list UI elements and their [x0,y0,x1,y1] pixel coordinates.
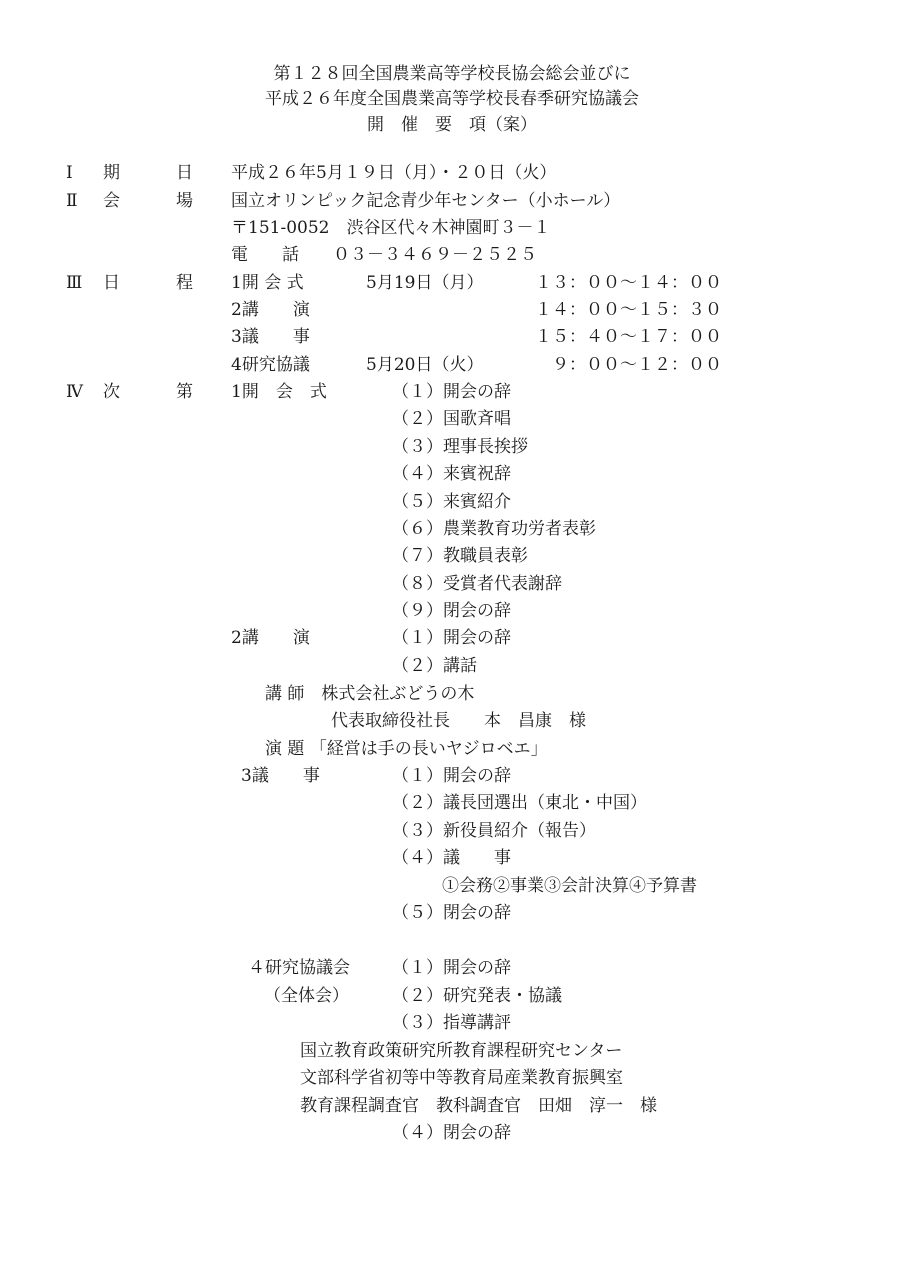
opening-ceremony-heading: 1開 会 式 [231,382,327,402]
instructor-org-1: 国立教育政策研究所教育課程研究センター [300,1041,623,1061]
section-4-label-b: 第 [176,382,193,402]
instructor-org-2: 文部科学省初等中等教育局産業教育振興室 [300,1068,623,1088]
schedule-item: 2講 演 [231,300,310,320]
list-item: （１）開会の辞 [392,382,511,402]
list-item: （１）開会の辞 [392,958,511,978]
list-item: （４）来賓祝辞 [392,464,511,484]
schedule-time: １５：４０～１７：００ [535,327,722,347]
lecturer-line: 講 師 株式会社ぶどうの木 [265,684,475,704]
title-line-1: 第１２８回全国農業高等学校長協会総会並びに [273,64,631,84]
list-item: （１）開会の辞 [392,766,511,786]
section-3-numeral: Ⅲ [66,273,83,293]
list-item: （２）講話 [392,656,477,676]
list-item: （７）教職員表彰 [392,546,528,566]
proceedings-heading: 3議 事 [241,766,320,786]
section-3-label-b: 程 [176,273,193,293]
list-item: （８）受賞者代表謝辞 [392,574,562,594]
list-item: （２）国歌斉唱 [392,409,511,429]
list-item: （６）農業教育功労者表彰 [392,519,596,539]
list-item: （５）来賓紹介 [392,492,511,512]
schedule-date: 5月19日（月） [366,273,484,293]
section-1-label-b: 日 [176,163,193,183]
list-item: （４）議 事 [392,848,511,868]
meeting-dates: 平成２６年5月１９日（月）・２０日（火） [231,163,557,183]
section-3-label-a: 日 [103,273,120,293]
section-2-label-a: 会 [103,191,120,211]
list-item: （３）指導講評 [392,1013,511,1033]
lecturer-name: 代表取締役社長 本 昌康 様 [331,711,586,731]
list-item: （３）理事長挨拶 [392,437,528,457]
research-subheading: （全体会） [264,986,349,1006]
proceedings-agenda: ①会務②事業③会計決算④予算書 [442,876,697,896]
lecture-heading: 2講 演 [231,628,310,648]
lecture-topic: 演 題 「経営は手の長いヤジロベエ」 [265,739,548,759]
instructor-name: 教育課程調査官 教科調査官 田畑 淳一 様 [300,1096,657,1116]
schedule-item: 4研究協議 [231,355,310,375]
list-item: （４）閉会の辞 [392,1123,511,1143]
venue-address: 〒151-0052 渋谷区代々木神園町３－１ [231,218,551,238]
research-heading: ４研究協議会 [248,958,350,978]
section-1-label-a: 期 [103,163,120,183]
section-2-numeral: Ⅱ [66,191,78,211]
schedule-item: 1開 会 式 [231,273,304,293]
schedule-item: 3議 事 [231,327,310,347]
section-4-numeral: Ⅳ [66,382,83,402]
venue-name: 国立オリンピック記念青少年センター（小ホール） [231,191,621,211]
section-1-numeral: Ⅰ [66,163,73,183]
schedule-time: ９：００～１２：００ [552,355,722,375]
list-item: （３）新役員紹介（報告） [392,821,596,841]
title-line-3: 開 催 要 項（案） [367,115,537,135]
list-item: （５）閉会の辞 [392,903,511,923]
section-2-label-b: 場 [176,191,193,211]
section-4-label-a: 次 [103,382,120,402]
schedule-date: 5月20日（火） [366,355,484,375]
list-item: （９）閉会の辞 [392,601,511,621]
schedule-time: １４：００～１５：３０ [535,300,722,320]
title-line-2: 平成２６年度全国農業高等学校長春季研究協議会 [265,89,639,109]
list-item: （１）開会の辞 [392,628,511,648]
schedule-time: １３：００～１４：００ [535,273,722,293]
list-item: （２）研究発表・協議 [392,986,562,1006]
venue-phone: 電 話 ０３－３４６９－２５２５ [231,245,537,265]
list-item: （２）議長団選出（東北・中国） [392,793,647,813]
